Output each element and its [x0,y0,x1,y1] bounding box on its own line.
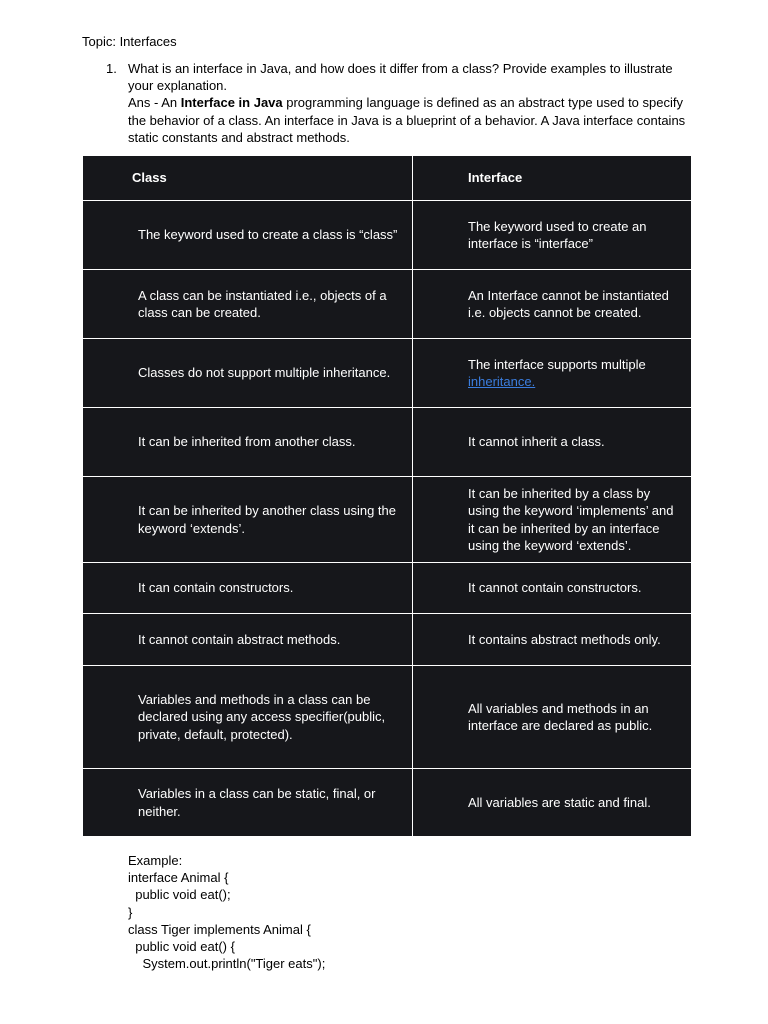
question-block [106,60,686,146]
cell-class: The keyword used to create a class is “class” [138,227,398,243]
cell-interface: It can be inherited by a class by using the keyword ‘implements’ and it can be inherited by an interface using the keyword ‘extends’. [468,486,674,553]
header-class: Class [83,156,413,201]
table-row [83,477,692,563]
code-example [128,852,325,972]
cell-interface: All variables and methods in an interface are declared as public. [468,700,653,733]
topic-heading: Topic: Interfaces [82,34,177,49]
cell-interface: It cannot contain constructors. [468,580,642,596]
code-line: Example: [128,853,183,868]
cell-interface: The keyword used to create an interface is “interface” [468,218,647,251]
table-row [83,408,692,477]
question-number: 1. [106,61,117,76]
cell-class: Variables and methods in a class can be declared using any access specifier(public, private, default, protected). [138,692,386,742]
code-line: System.out.println("Tiger eats"); [128,956,326,972]
answer-prefix: Ans - An [128,95,181,111]
answer-text [128,94,686,146]
cell-interface: It cannot inherit a class. [468,434,605,450]
cell-class: Variables in a class can be static, final, or neither. [138,786,376,819]
answer-bold-term: Interface in Java [180,95,283,111]
cell-interface [413,356,691,390]
cell-class: It can be inherited from another class. [138,434,356,450]
cell-interface-text: The interface supports multiple [468,356,646,372]
question-text: What is an interface in Java, and how does it differ from a class? Provide examples to illustrate your explanation. [128,61,673,94]
header-interface: Interface [413,156,692,201]
cell-class: Classes do not support multiple inheritance. [138,365,391,381]
table-row [83,270,692,339]
table-row [83,769,692,837]
table-row [83,614,692,666]
table-row [83,563,692,614]
cell-interface: An Interface cannot be instantiated i.e. objects cannot be created. [468,287,669,320]
table-row [83,339,692,408]
answer-rest: programming language is defined as an abstract type used to specify the behavior of a class. An interface in Java is a blueprint of a behavior. A Java interface contains static constants and abstract methods. [128,95,686,145]
cell-class: It cannot contain abstract methods. [138,631,341,647]
table-header-row [83,156,692,201]
inheritance-link[interactable]: inheritance. [468,374,536,389]
cell-class: A class can be instantiated i.e., objects of a class can be created. [138,287,387,320]
cell-interface: All variables are static and final. [468,794,651,810]
code-line: public void eat() { [128,939,235,955]
table-row [83,666,692,769]
comparison-table [82,155,692,837]
cell-interface: It contains abstract methods only. [468,631,661,647]
code-line: interface Animal { [128,870,229,886]
cell-class: It can contain constructors. [138,580,294,596]
table-row [83,201,692,270]
code-line: public void eat(); [128,887,231,903]
code-line: } [128,904,133,920]
code-line: class Tiger implements Animal { [128,921,311,937]
cell-class: It can be inherited by another class using the keyword ‘extends’. [138,503,396,536]
